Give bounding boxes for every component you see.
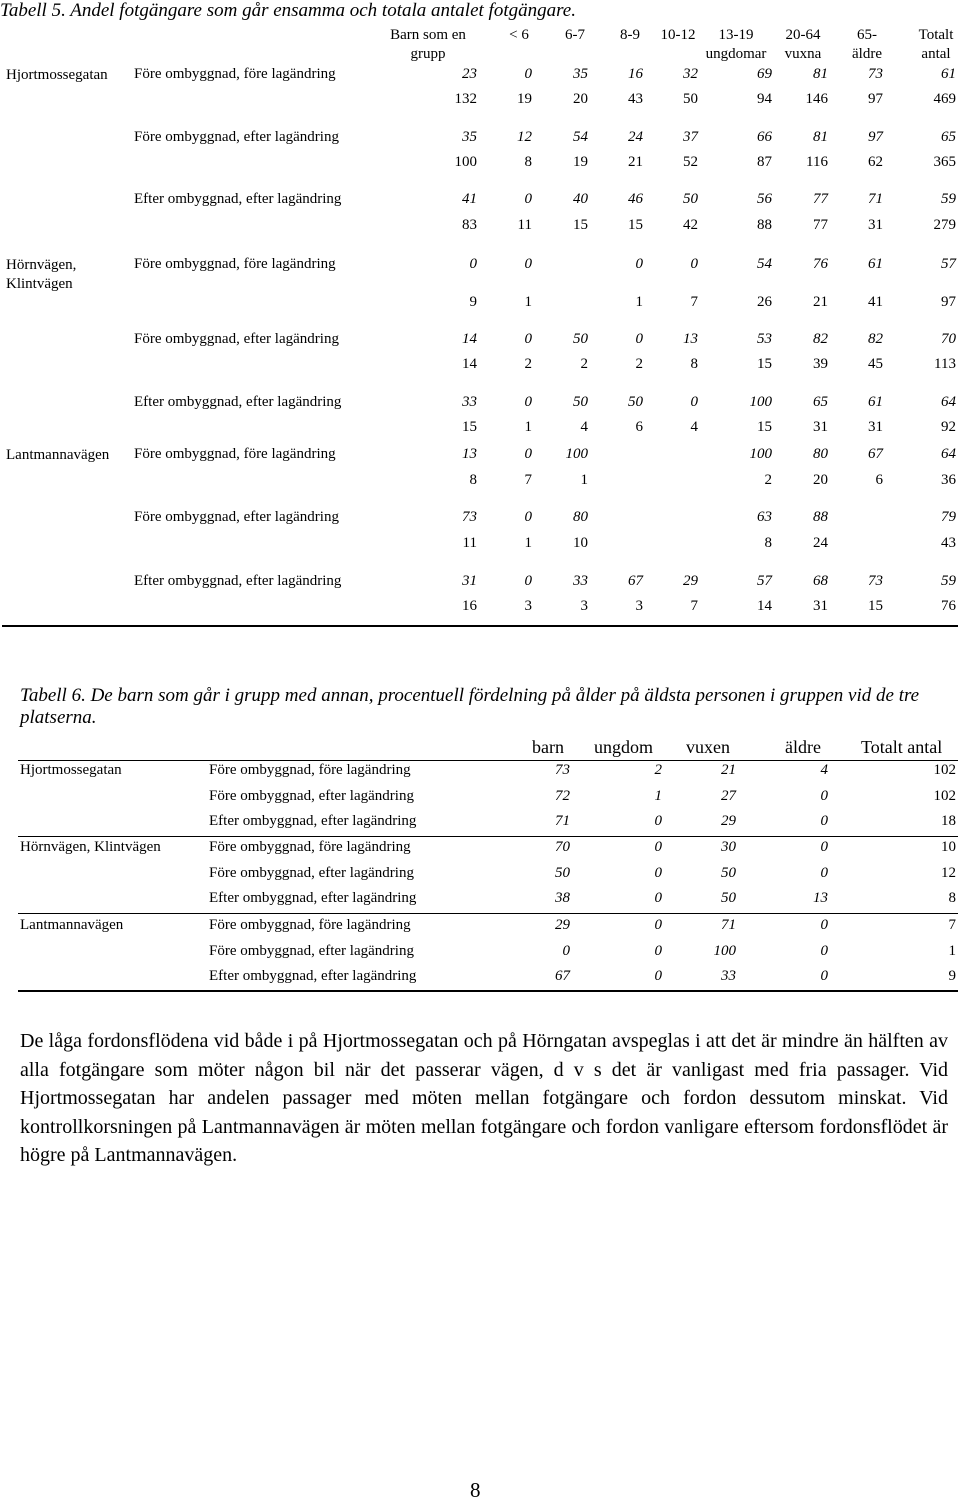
table5-cell: 31 bbox=[868, 217, 883, 233]
table5-cell: 76 bbox=[813, 256, 828, 272]
table5-column-header-line2: ungdomar bbox=[705, 46, 767, 62]
table5-cell: 92 bbox=[941, 419, 956, 435]
table5-cell: 79 bbox=[941, 509, 956, 525]
table5-cell: 365 bbox=[933, 154, 956, 170]
table5-cell: 7 bbox=[524, 472, 532, 488]
table5-row-count bbox=[0, 356, 960, 376]
table5-column-header-line1: < 6 bbox=[509, 27, 529, 43]
table6-cell: 29 bbox=[555, 917, 570, 933]
table5-cell: 59 bbox=[941, 191, 956, 207]
table5-cell: 32 bbox=[683, 66, 698, 82]
table5-condition: Efter ombyggnad, efter lagändring bbox=[134, 394, 342, 410]
table5-cell: 0 bbox=[524, 446, 532, 462]
table5-cell: 7 bbox=[690, 294, 698, 310]
table5-cell: 53 bbox=[757, 331, 772, 347]
table6-rule bbox=[18, 760, 958, 761]
table6-cell: 38 bbox=[555, 890, 570, 906]
table5-row-percent bbox=[0, 331, 960, 351]
table5-condition: Före ombyggnad, före lagändring bbox=[134, 256, 336, 272]
table5-cell: 50 bbox=[573, 394, 588, 410]
table6-cell: 1 bbox=[948, 943, 956, 959]
table5-cell: 15 bbox=[757, 419, 772, 435]
table5-cell: 70 bbox=[941, 331, 956, 347]
table5-condition: Efter ombyggnad, efter lagändring bbox=[134, 191, 342, 207]
table6-cell: 67 bbox=[555, 968, 570, 984]
table6-condition: Efter ombyggnad, efter lagändring bbox=[209, 968, 417, 984]
table5-cell: 15 bbox=[573, 217, 588, 233]
table6-cell: 1 bbox=[654, 788, 662, 804]
table5-cell: 8 bbox=[764, 535, 772, 551]
table6-cell: 27 bbox=[721, 788, 736, 804]
table5-column-header-line1: 10-12 bbox=[660, 27, 696, 43]
table6-row bbox=[0, 839, 960, 861]
table5-cell: 14 bbox=[462, 356, 477, 372]
table5-cell: 0 bbox=[635, 331, 643, 347]
table5-cell: 13 bbox=[462, 446, 477, 462]
table6-rule bbox=[18, 836, 958, 837]
table5-cell: 11 bbox=[517, 217, 532, 233]
table6-cell: 71 bbox=[721, 917, 736, 933]
table5-caption: Tabell 5. Andel fotgängare som går ensamma och totala antalet fotgängare. bbox=[0, 0, 576, 21]
table5-cell: 469 bbox=[933, 91, 956, 107]
table6-cell: 7 bbox=[948, 917, 956, 933]
body-paragraph: De låga fordonsflödena vid både i på Hjortmossegatan och på Hörngatan avspeglas i att det är mindre än hälften av alla fotgängare som möter någon bil när det passerar vägen, d v s det är vanligast med fria passager. Vid Hjortmossegatan har andelen passager med möten mellan fotgängare och fordon dessutom minskat. Vid kontrollkorsningen på Lantmannavägen är möten mellan fotgängare och fordon vanligare eftersom fordonsflödet är högre på Lantmannavägen. bbox=[20, 1030, 948, 1166]
table5-cell: 26 bbox=[757, 294, 772, 310]
table6-cell: 0 bbox=[654, 865, 662, 881]
table6-cell: 50 bbox=[721, 865, 736, 881]
table5-row-percent bbox=[0, 129, 960, 149]
table6-condition: Före ombyggnad, före lagändring bbox=[209, 762, 411, 778]
table5-cell: 88 bbox=[757, 217, 772, 233]
table5-cell: 3 bbox=[524, 598, 532, 614]
table5-cell: 61 bbox=[868, 256, 883, 272]
table5-cell: 2 bbox=[524, 356, 532, 372]
table5-cell: 82 bbox=[813, 331, 828, 347]
table5-cell: 57 bbox=[941, 256, 956, 272]
table6-row bbox=[0, 762, 960, 784]
table5-cell: 52 bbox=[683, 154, 698, 170]
table5-column-header-line1: 6-7 bbox=[565, 27, 585, 43]
table5-cell: 33 bbox=[462, 394, 477, 410]
table5-cell: 12 bbox=[517, 129, 532, 145]
table6-cell: 0 bbox=[654, 968, 662, 984]
table5-location-line1: Hörnvägen, bbox=[6, 257, 77, 273]
table6-cell: 9 bbox=[948, 968, 956, 984]
table5-column-header bbox=[886, 26, 960, 64]
table6-row bbox=[0, 788, 960, 810]
table5-cell: 14 bbox=[757, 598, 772, 614]
table5-cell: 4 bbox=[580, 419, 588, 435]
table5-cell: 15 bbox=[757, 356, 772, 372]
table5-cell: 3 bbox=[580, 598, 588, 614]
table6-column-header: barn bbox=[532, 737, 564, 757]
table5-location: Hjortmossegatan bbox=[6, 67, 108, 83]
table5-cell: 2 bbox=[764, 472, 772, 488]
table5-cell: 100 bbox=[749, 394, 772, 410]
table5-cell: 50 bbox=[683, 191, 698, 207]
table5-cell: 77 bbox=[813, 191, 828, 207]
table5-cell: 0 bbox=[690, 256, 698, 272]
table5-cell: 40 bbox=[573, 191, 588, 207]
table5-cell: 81 bbox=[813, 66, 828, 82]
table5-cell: 146 bbox=[805, 91, 828, 107]
table5-cell: 6 bbox=[875, 472, 883, 488]
table5-row-count bbox=[0, 217, 960, 237]
table5-condition: Före ombyggnad, efter lagändring bbox=[134, 129, 339, 145]
table5-cell: 3 bbox=[635, 598, 643, 614]
table5-column-header bbox=[378, 26, 478, 64]
table5-cell: 61 bbox=[868, 394, 883, 410]
table6-row bbox=[0, 943, 960, 965]
table5-cell: 100 bbox=[454, 154, 477, 170]
table5-column-header-line1: 65- bbox=[857, 27, 877, 43]
table5-cell: 19 bbox=[517, 91, 532, 107]
table5-cell: 9 bbox=[469, 294, 477, 310]
table5-cell: 20 bbox=[573, 91, 588, 107]
table5-cell: 63 bbox=[757, 509, 772, 525]
table5-cell: 64 bbox=[941, 394, 956, 410]
table5-cell: 8 bbox=[690, 356, 698, 372]
table6-row bbox=[0, 968, 960, 990]
table6-row bbox=[0, 890, 960, 912]
table5-row-count bbox=[0, 598, 960, 618]
table5-cell: 13 bbox=[683, 331, 698, 347]
table5-cell: 80 bbox=[573, 509, 588, 525]
table6-cell: 10 bbox=[941, 839, 956, 855]
table6-column-header: ungdom bbox=[594, 737, 654, 757]
table5-cell: 1 bbox=[635, 294, 643, 310]
table5-cell: 82 bbox=[868, 331, 883, 347]
table5-cell: 73 bbox=[868, 66, 883, 82]
table6-cell: 0 bbox=[654, 943, 662, 959]
table6-condition: Före ombyggnad, efter lagändring bbox=[209, 788, 414, 804]
table5-cell: 88 bbox=[813, 509, 828, 525]
table6-row bbox=[0, 865, 960, 887]
table5-cell: 68 bbox=[813, 573, 828, 589]
table5-row-percent bbox=[0, 191, 960, 211]
table6-cell: 0 bbox=[654, 890, 662, 906]
table6-condition: Efter ombyggnad, efter lagändring bbox=[209, 890, 417, 906]
table6-condition: Före ombyggnad, efter lagändring bbox=[209, 865, 414, 881]
table5-cell: 67 bbox=[628, 573, 643, 589]
table6-column-header: Totalt antal bbox=[861, 737, 943, 757]
table5-cell: 16 bbox=[628, 66, 643, 82]
table5-cell: 37 bbox=[683, 129, 698, 145]
table6-cell: 0 bbox=[820, 943, 828, 959]
table5-condition: Före ombyggnad, efter lagändring bbox=[134, 509, 339, 525]
table5-cell: 39 bbox=[813, 356, 828, 372]
table5-cell: 41 bbox=[868, 294, 883, 310]
table6-cell: 12 bbox=[941, 865, 956, 881]
table5-cell: 0 bbox=[524, 66, 532, 82]
table5-cell: 31 bbox=[813, 598, 828, 614]
table5-cell: 15 bbox=[868, 598, 883, 614]
table6-cell: 0 bbox=[820, 839, 828, 855]
table5-cell: 54 bbox=[573, 129, 588, 145]
table5-cell: 31 bbox=[813, 419, 828, 435]
table5-cell: 67 bbox=[868, 446, 883, 462]
table6-cell: 18 bbox=[941, 813, 956, 829]
table5-row-count bbox=[0, 91, 960, 111]
table6-cell: 0 bbox=[654, 917, 662, 933]
table5-cell: 1 bbox=[524, 419, 532, 435]
table5-cell: 76 bbox=[941, 598, 956, 614]
table5-cell: 0 bbox=[690, 394, 698, 410]
table5-cell: 0 bbox=[469, 256, 477, 272]
table5-cell: 83 bbox=[462, 217, 477, 233]
table6-cell: 50 bbox=[555, 865, 570, 881]
table5-cell: 15 bbox=[462, 419, 477, 435]
table6-row bbox=[0, 813, 960, 835]
table5-cell: 77 bbox=[813, 217, 828, 233]
table5-row-percent bbox=[0, 66, 960, 86]
table5-column-header-line2: vuxna bbox=[784, 46, 822, 62]
table5-cell: 11 bbox=[462, 535, 477, 551]
table5-cell: 0 bbox=[524, 256, 532, 272]
table5-cell: 132 bbox=[454, 91, 477, 107]
table5-row-percent bbox=[0, 509, 960, 529]
table5-cell: 43 bbox=[628, 91, 643, 107]
table5-cell: 69 bbox=[757, 66, 772, 82]
table6-cell: 0 bbox=[820, 788, 828, 804]
table5-cell: 36 bbox=[941, 472, 956, 488]
table6-cell: 102 bbox=[933, 762, 956, 778]
table5-cell: 46 bbox=[628, 191, 643, 207]
table6-cell: 8 bbox=[948, 890, 956, 906]
table5-cell: 10 bbox=[573, 535, 588, 551]
table5-row-count bbox=[0, 294, 960, 314]
table5-cell: 56 bbox=[757, 191, 772, 207]
table5-cell: 8 bbox=[469, 472, 477, 488]
table5-cell: 19 bbox=[573, 154, 588, 170]
table5-cell: 64 bbox=[941, 446, 956, 462]
table5-cell: 73 bbox=[462, 509, 477, 525]
table5-cell: 57 bbox=[757, 573, 772, 589]
table5-cell: 29 bbox=[683, 573, 698, 589]
table6-cell: 102 bbox=[933, 788, 956, 804]
table5-cell: 0 bbox=[524, 573, 532, 589]
table5-row-percent bbox=[0, 573, 960, 593]
table5-column-header-line2: äldre bbox=[852, 46, 882, 62]
table6-cell: 0 bbox=[654, 839, 662, 855]
table5-cell: 14 bbox=[462, 331, 477, 347]
table6-column-header: äldre bbox=[785, 737, 821, 757]
table5-cell: 50 bbox=[628, 394, 643, 410]
table6-cell: 72 bbox=[555, 788, 570, 804]
table6-cell: 0 bbox=[562, 943, 570, 959]
table5-cell: 8 bbox=[524, 154, 532, 170]
table5-row-count bbox=[0, 472, 960, 492]
table5-cell: 61 bbox=[941, 66, 956, 82]
table5-bottom-rule bbox=[2, 625, 958, 627]
table6-cell: 13 bbox=[813, 890, 828, 906]
table5-cell: 62 bbox=[868, 154, 883, 170]
table5-cell: 20 bbox=[813, 472, 828, 488]
table6-location: Lantmannavägen bbox=[20, 917, 124, 933]
table5-cell: 1 bbox=[580, 472, 588, 488]
table5-column-header-line1: 20-64 bbox=[785, 27, 821, 43]
table5-column-header-line1: 13-19 bbox=[718, 27, 754, 43]
table5-cell: 33 bbox=[573, 573, 588, 589]
table5-cell: 42 bbox=[683, 217, 698, 233]
table5-cell: 35 bbox=[573, 66, 588, 82]
table5-column-header-line1: 8-9 bbox=[620, 27, 640, 43]
table5-cell: 21 bbox=[813, 294, 828, 310]
table5-cell: 116 bbox=[806, 154, 828, 170]
table5-cell: 279 bbox=[933, 217, 956, 233]
table5-cell: 50 bbox=[683, 91, 698, 107]
table5-cell: 71 bbox=[868, 191, 883, 207]
table5-cell: 100 bbox=[565, 446, 588, 462]
table5-cell: 59 bbox=[941, 573, 956, 589]
table6-cell: 0 bbox=[820, 917, 828, 933]
table5-row-percent bbox=[0, 446, 960, 466]
table5-row-count bbox=[0, 154, 960, 174]
table5-column-header-line2: grupp bbox=[410, 46, 446, 62]
table6-cell: 33 bbox=[721, 968, 736, 984]
table6-row bbox=[0, 917, 960, 939]
table6-condition: Före ombyggnad, före lagändring bbox=[209, 917, 411, 933]
table5-cell: 54 bbox=[757, 256, 772, 272]
table5-cell: 65 bbox=[941, 129, 956, 145]
table6-cell: 70 bbox=[555, 839, 570, 855]
table5-cell: 7 bbox=[690, 598, 698, 614]
table6-cell: 73 bbox=[555, 762, 570, 778]
table6-cell: 0 bbox=[654, 813, 662, 829]
table5-cell: 43 bbox=[941, 535, 956, 551]
table6-condition: Före ombyggnad, efter lagändring bbox=[209, 943, 414, 959]
table5-cell: 80 bbox=[813, 446, 828, 462]
table5-cell: 87 bbox=[757, 154, 772, 170]
table5-cell: 21 bbox=[628, 154, 643, 170]
table5-cell: 94 bbox=[757, 91, 772, 107]
table5-cell: 1 bbox=[524, 294, 532, 310]
table5-condition: Före ombyggnad, efter lagändring bbox=[134, 331, 339, 347]
table5-cell: 24 bbox=[813, 535, 828, 551]
table5-column-header-line2: antal bbox=[921, 46, 951, 62]
table5-cell: 1 bbox=[524, 535, 532, 551]
table5-cell: 0 bbox=[635, 256, 643, 272]
table6-cell: 29 bbox=[721, 813, 736, 829]
table5-cell: 24 bbox=[628, 129, 643, 145]
table5-row-count bbox=[0, 535, 960, 555]
table6-condition: Före ombyggnad, före lagändring bbox=[209, 839, 411, 855]
table5-cell: 97 bbox=[868, 91, 883, 107]
table5-cell: 0 bbox=[524, 509, 532, 525]
table5-location: Lantmannavägen bbox=[6, 447, 110, 463]
table6-cell: 0 bbox=[820, 865, 828, 881]
table5-column-header-line1: Totalt bbox=[918, 27, 954, 43]
table5-cell: 97 bbox=[941, 294, 956, 310]
table5-cell: 6 bbox=[635, 419, 643, 435]
table5-cell: 65 bbox=[813, 394, 828, 410]
table5-cell: 45 bbox=[868, 356, 883, 372]
table5-cell: 0 bbox=[524, 394, 532, 410]
table5-cell: 73 bbox=[868, 573, 883, 589]
table6-cell: 4 bbox=[820, 762, 828, 778]
table5-row-percent bbox=[0, 394, 960, 414]
table5-cell: 50 bbox=[573, 331, 588, 347]
table6-cell: 21 bbox=[721, 762, 736, 778]
table6-rule bbox=[18, 990, 958, 992]
table6-condition: Efter ombyggnad, efter lagändring bbox=[209, 813, 417, 829]
table5-cell: 31 bbox=[868, 419, 883, 435]
table5-cell: 66 bbox=[757, 129, 772, 145]
table5-cell: 41 bbox=[462, 191, 477, 207]
table6-cell: 50 bbox=[721, 890, 736, 906]
table6-cell: 30 bbox=[721, 839, 736, 855]
table5-location-line2: Klintvägen bbox=[6, 276, 73, 292]
table5-cell: 15 bbox=[628, 217, 643, 233]
table5-row-count bbox=[0, 419, 960, 439]
table6-cell: 100 bbox=[713, 943, 736, 959]
table5-column-header-line1: Barn som en bbox=[390, 27, 466, 43]
table5-row-percent bbox=[0, 256, 960, 276]
table5-cell: 81 bbox=[813, 129, 828, 145]
table5-condition: Före ombyggnad, före lagändring bbox=[134, 66, 336, 82]
table5-cell: 4 bbox=[690, 419, 698, 435]
table5-cell: 35 bbox=[462, 129, 477, 145]
table6-cell: 0 bbox=[820, 813, 828, 829]
table5-cell: 0 bbox=[524, 191, 532, 207]
table6-caption: Tabell 6. De barn som går i grupp med annan, procentuell fördelning på ålder på äldsta personen i gruppen vid de tre platserna. bbox=[20, 685, 920, 728]
table6-location: Hörnvägen, Klintvägen bbox=[20, 839, 161, 855]
table5-condition: Före ombyggnad, före lagändring bbox=[134, 446, 336, 462]
table5-cell: 23 bbox=[462, 66, 477, 82]
table5-condition: Efter ombyggnad, efter lagändring bbox=[134, 573, 342, 589]
table6-location: Hjortmossegatan bbox=[20, 762, 122, 778]
table5-cell: 2 bbox=[635, 356, 643, 372]
table6-cell: 2 bbox=[654, 762, 662, 778]
table5-cell: 2 bbox=[580, 356, 588, 372]
page-number: 8 bbox=[470, 1478, 481, 1502]
table5-cell: 0 bbox=[524, 331, 532, 347]
table5-cell: 100 bbox=[749, 446, 772, 462]
table6-cell: 71 bbox=[555, 813, 570, 829]
table5-cell: 97 bbox=[868, 129, 883, 145]
table5-cell: 16 bbox=[462, 598, 477, 614]
table6-cell: 0 bbox=[820, 968, 828, 984]
table6-rule bbox=[18, 913, 958, 914]
table6-column-header: vuxen bbox=[686, 737, 730, 757]
table5-cell: 113 bbox=[934, 356, 956, 372]
table5-cell: 31 bbox=[462, 573, 477, 589]
